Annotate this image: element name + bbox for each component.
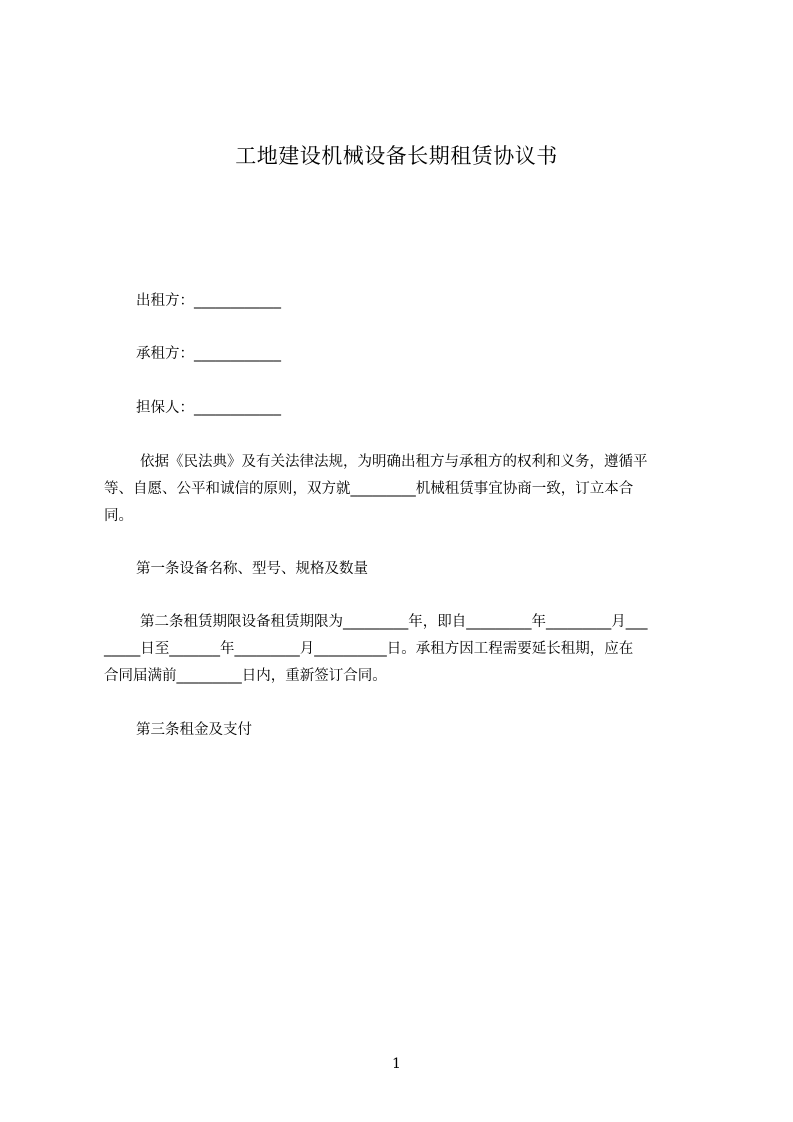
lessor-line: 出租方：____________ [136,293,281,309]
lessee-line: 承租方：____________ [136,346,281,362]
article-2-line-2: _____日至_______年_________月__________日。承租方因工程需要延长租期，应在 [104,641,634,657]
preamble-line-3: 同。 [104,508,133,524]
preamble-line-2: 等、自愿、公平和诚信的原则，双方就_________机械租赁事宜协商一致，订立本合 [104,481,634,497]
article-2-line-1: 第二条租赁期限设备租赁期限为_________年，即自_________年_________月___ [140,614,648,630]
article-1-heading: 第一条设备名称、型号、规格及数量 [136,561,368,577]
article-3-heading: 第三条租金及支付 [136,722,252,738]
page-number: 1 [392,1056,401,1072]
document-title: 工地建设机械设备长期租赁协议书 [235,144,558,168]
article-2-line-3: 合同届满前_________日内，重新签订合同。 [104,668,387,684]
preamble-line-1: 依据《民法典》及有关法律法规，为明确出租方与承租方的权利和义务，遵循平 [140,454,648,470]
guarantor-line: 担保人：____________ [136,400,281,416]
